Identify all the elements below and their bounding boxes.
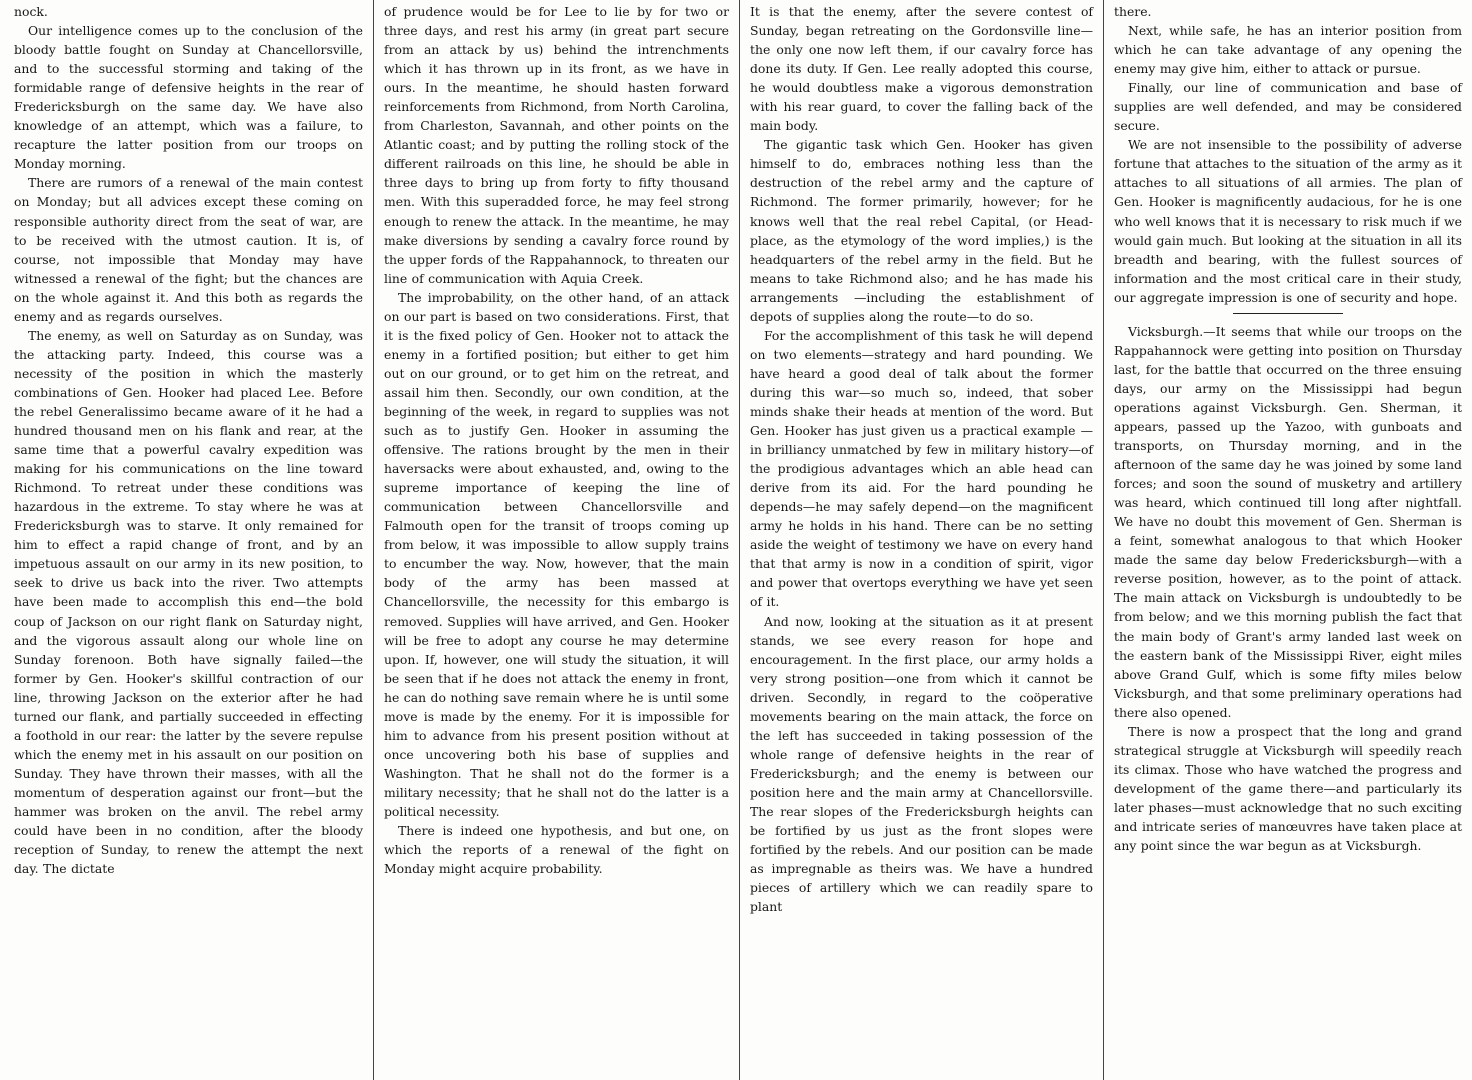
paragraph: There is now a prospect that the long and grand strategical struggle at Vicksburgh will speedily reach its climax. Those who have watched the progress and development of the game there—and particularly its later phases—must acknowledge that no such exciting and intricate series of manœuvres have taken place at any point since the war begun as at Vicksburgh. (1114, 723, 1462, 854)
paragraph: The enemy, as well on Saturday as on Sunday, was the attacking party. Indeed, this course was a necessity of the position in which the masterly combinations of Gen. Hooker had placed Lee. Before the rebel Generalissimo became aware of it he had a hundred thousand men on his flank and rear, at the same time that a powerful cavalry expedition was making for his communications on the line toward Richmond. To retreat under these conditions was hazardous in the extreme. To stay where he was at Fredericksburgh was to starve. It only remained for him to effect a rapid change of front, and by an impetuous assault on our army in its new position, to seek to drive us back into the river. Two attempts have been made to accomplish this end—the bold coup of Jackson on our right flank on Saturday night, and the vigorous assault along our whole line on Sunday forenoon. Both have signally failed—the former by Gen. Hooker's skillful contraction of our line, throwing Jackson on the exterior after he had turned our flank, and partially succeeded in effecting a foothold in our rear: the latter by the severe repulse which the enemy met in his assault on our position on Sunday. They have thrown their masses, with all the momentum of desperation against our front—but the hammer was broken on the anvil. The rebel army could have been in no condition, after the bloody reception of Sunday, to renew the attempt the next day. The dictate (14, 327, 363, 877)
paragraph: Finally, our line of communication and base of supplies are well defended, and may be considered secure. (1114, 80, 1462, 134)
paragraph: For the accomplishment of this task he will depend on two elements—strategy and hard pounding. We have heard a good deal of talk about the former during this war—so much so, indeed, that sober minds shake their heads at mention of the word. But Gen. Hooker has just given us a practical example —in brilliancy unmatched by few in military history—of the prodigious advantages which an able head can derive from its aid. For the hard pounding he depends—he may safely depend—on the magnificent army he holds in his hand. There can be no setting aside the weight of testimony we have on every hand that that army is now in a condition of spirit, vigor and power that overtops everything we have yet seen of it. (750, 327, 1093, 610)
paragraph: There is indeed one hypothesis, and but one, on which the reports of a renewal of the fight on Monday might acquire probability. (384, 823, 729, 877)
paragraph-vicksburgh: Vicksburgh.—It seems that while our troops on the Rappahannock were getting into position on Thursday last, for the battle that occurred on the three ensuing days, our army on the Mississippi had begun operations against Vicksburgh. Gen. Sherman, it appears, passed up the Yazoo, with gunboats and transports, on Thursday morning, and in the afternoon of the same day he was joined by some land forces; and soon the sound of musketry and artillery was heard, which continued till long after nightfall. We have no doubt this movement of Gen. Sherman is a feint, somewhat analogous to that which Hooker made the same day below Fredericksburgh—with a reverse position, however, as to the point of attack. The main attack on Vicksburgh is undoubtedly to be from below; and we this morning publish the fact that the main body of Grant's army landed last week on the eastern bank of the Mississippi River, eight miles above Grand Gulf, which is some fifty miles below Vicksburgh, and that some preliminary operations had there also opened. (1114, 323, 1462, 720)
paragraph: It is that the enemy, after the severe contest of Sunday, began retreating on the Gordonsville line—the only one now left them, if our cavalry force has done its duty. If Gen. Lee really adopted this course, he would doubtless make a vigorous demonstration with his rear guard, to cover the falling back of the main body. (750, 4, 1093, 134)
paragraph: The gigantic task which Gen. Hooker has given himself to do, embraces nothing less than the destruction of the rebel army and the capture of Richmond. The former primarily, however; for he knows well that the real rebel Capital, (or Head-place, as the etymology of the word implies,) is the headquarters of the rebel army in the field. But he means to take Richmond also; and he has made his arrangements —including the establishment of depots of supplies along the route—to do so. (750, 137, 1093, 324)
paragraph: And now, looking at the situation as it at present stands, we see every reason for hope and encouragement. In the first place, our army holds a very strong position—one from which it cannot be driven. Secondly, in regard to the coöperative movements bearing on the main attack, the force on the left has succeeded in taking possession of the whole range of defensive heights in the rear of Fredericksburgh; and the enemy is between our position here and the main army at Chancellorsville. The rear slopes of the Fredericksburgh heights can be fortified by us just as the front slopes were fortified by the rebels. And our position can be made as impregnable as theirs was. We have a hundred pieces of artillery which we can readily spare to plant (750, 613, 1093, 915)
paragraph: nock. (14, 4, 48, 19)
paragraph: Our intelligence comes up to the conclusion of the bloody battle fought on Sunday at Chancellorsville, and to the successful storming and taking of the formidable range of defensive heights in the rear of Fredericksburgh on the same day. We have also knowledge of an attempt, which was a failure, to recapture the latter position from our troops on Monday morning. (14, 23, 363, 172)
paragraph: There are rumors of a renewal of the main contest on Monday; but all advices except these coming on responsible authority direct from the seat of war, are to be received with the utmost caution. It is, of course, not impossible that Monday may have witnessed a renewal of the fight; but the chances are on the whole against it. And this both as regards the enemy and as regards ourselves. (14, 175, 363, 324)
paragraph: of prudence would be for Lee to lie by for two or three days, and rest his army (in great part secure from an attack by us) behind the intrenchments which it has thrown up in its front, as we have in ours. In the meantime, he should hasten forward reinforcements from Richmond, from North Carolina, from Charleston, Savannah, and other points on the Atlantic coast; and by putting the rolling stock of the different railroads on this line, he should be able in three days to bring up from forty to fifty thousand men. With this superadded force, he may feel strong enough to renew the attack. In the meantime, he may make diversions by sending a cavalry force round by the upper fords of the Rappahannock, to threaten our line of communication with Aquia Creek. (384, 4, 729, 286)
column-4 (1104, 0, 1472, 1080)
paragraph: Next, while safe, he has an interior position from which he can take advantage of any opening the enemy may give him, either to attack or pursue. (1114, 23, 1462, 77)
column-3 (740, 0, 1104, 1080)
section-divider (1233, 313, 1343, 314)
column-2 (374, 0, 740, 1080)
column-1 (4, 0, 374, 1080)
paragraph: We are not insensible to the possibility of adverse fortune that attaches to the situation of the army as it attaches to all situations of all armies. The plan of Gen. Hooker is magnificently audacious, for he is one who well knows that it is necessary to risk much if we would gain much. But looking at the situation in all its breadth and bearing, with the fullest sources of information and the most critical care in their study, our aggregate impression is one of security and hope. (1114, 137, 1462, 305)
paragraph: The improbability, on the other hand, of an attack on our part is based on two considerations. First, that it is the fixed policy of Gen. Hooker not to attack the enemy in a fortified position; but either to get him out on our ground, or to get him on the retreat, and assail him then. Secondly, our own condition, at the beginning of the week, in regard to supplies was not such as to justify Gen. Hooker in assuming the offensive. The rations brought by the men in their haversacks were about exhausted, and, owing to the supreme importance of keeping the line of communication between Chancellorsville and Falmouth open for the transit of troops coming up from below, it was impossible to allow supply trains to encumber the way. Now, however, that the main body of the army has been massed at Chancellorsville, the necessity for this embargo is removed. Supplies will have arrived, and Gen. Hooker will be free to adopt any course he may determine upon. If, however, one will study the situation, it will be seen that if he does not attack the enemy in front, he can do nothing save remain where he is until some move is made by the enemy. For it is impossible for him to advance from his present position without at once uncovering both his base of supplies and Washington. That he shall not do the former is a military necessity; that he shall not do the latter is a political necessity. (384, 289, 729, 819)
paragraph: there. (1114, 4, 1152, 19)
